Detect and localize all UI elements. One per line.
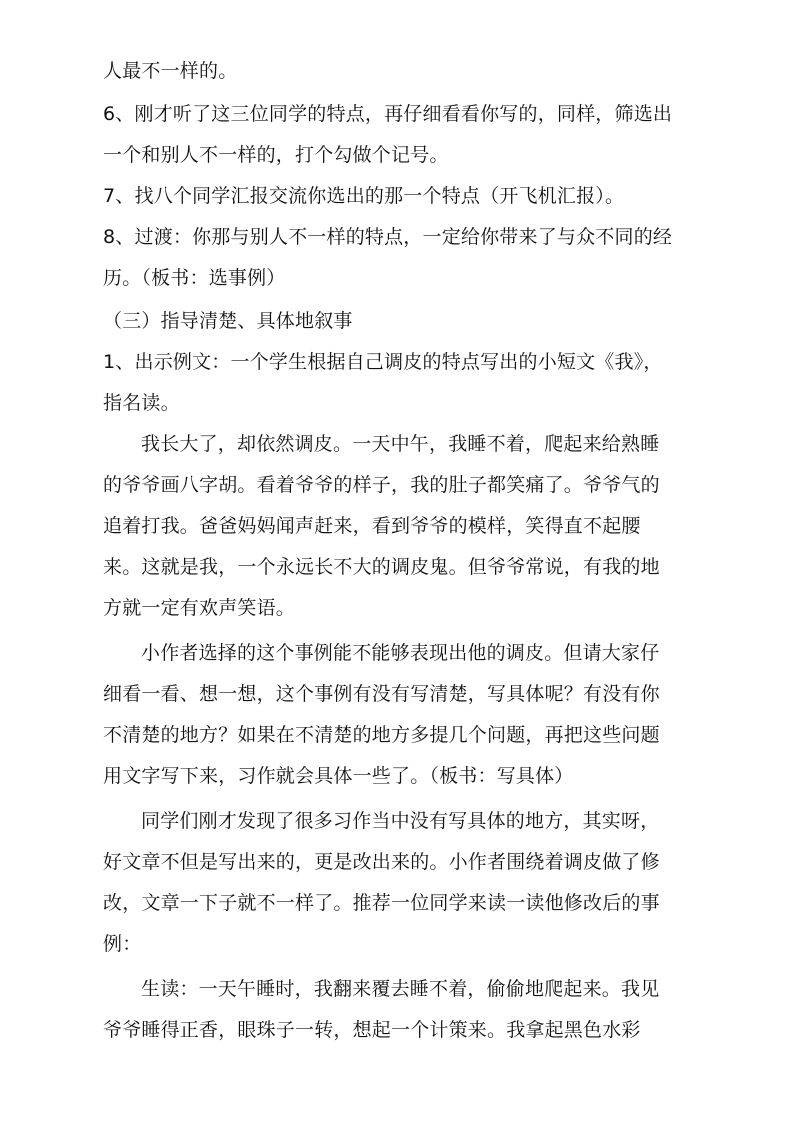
- text-line-16: 细看一看、想一想，这个事例有没有写清楚，写具体呢？有没有你: [103, 683, 660, 705]
- text-line-14: 方就一定有欢声笑语。: [103, 597, 296, 619]
- text-line-9: 指名读。: [103, 392, 180, 414]
- text-line-24: 爷爷睡得正香，眼珠子一转，想起一个计策来。我拿起黑色水彩: [103, 1019, 641, 1041]
- text-line-17: 不清楚的地方？如果在不清楚的地方多提几个问题，再把这些问题: [103, 724, 660, 746]
- text-line-7: （三）指导清楚、具体地叙事: [103, 310, 353, 332]
- text-line-5: 8、过渡：你那与别人不一样的特点，一定给你带来了与众不同的经: [103, 226, 673, 248]
- text-line-3: 一个和别人不一样的，打个勾做个记号。: [103, 144, 449, 166]
- text-line-12: 追着打我。爸爸妈妈闻声赶来，看到爷爷的模样，笑得直不起腰: [103, 515, 641, 537]
- text-line-15: 小作者选择的这个事例能不能够表现出他的调皮。但请大家仔: [141, 642, 660, 664]
- text-line-4: 7、找八个同学汇报交流你选出的那一个特点（开飞机汇报）。: [103, 185, 625, 207]
- text-line-6: 历。（板书：选事例）: [103, 267, 286, 289]
- text-line-1: 人最不一样的。: [103, 60, 238, 82]
- text-line-10: 我长大了，却依然调皮。一天中午，我睡不着，爬起来给熟睡: [141, 433, 660, 455]
- text-line-11: 的爷爷画八字胡。看着爷爷的样子，我的肚子都笑痛了。爷爷气的: [103, 474, 660, 496]
- text-line-22: 例：: [103, 933, 142, 955]
- text-line-21: 改，文章一下子就不一样了。推荐一位同学来读一读他修改后的事: [103, 892, 660, 914]
- text-line-23: 生读：一天午睡时，我翻来覆去睡不着，偷偷地爬起来。我见: [141, 978, 660, 1000]
- text-line-19: 同学们刚才发现了很多习作当中没有写具体的地方，其实呀，: [141, 810, 660, 832]
- text-line-20: 好文章不但是写出来的，更是改出来的。小作者围绕着调皮做了修: [103, 851, 660, 873]
- text-line-13: 来。这就是我，一个永远长不大的调皮鬼。但爷爷常说，有我的地: [103, 556, 660, 578]
- text-line-8: 1、出示例文：一个学生根据自己调皮的特点写出的小短文《我》，: [103, 351, 663, 373]
- text-line-18: 用文字写下来，习作就会具体一些了。（板书：写具体）: [103, 765, 574, 787]
- text-line-2: 6、刚才听了这三位同学的特点，再仔细看看你写的，同样，筛选出: [103, 103, 673, 125]
